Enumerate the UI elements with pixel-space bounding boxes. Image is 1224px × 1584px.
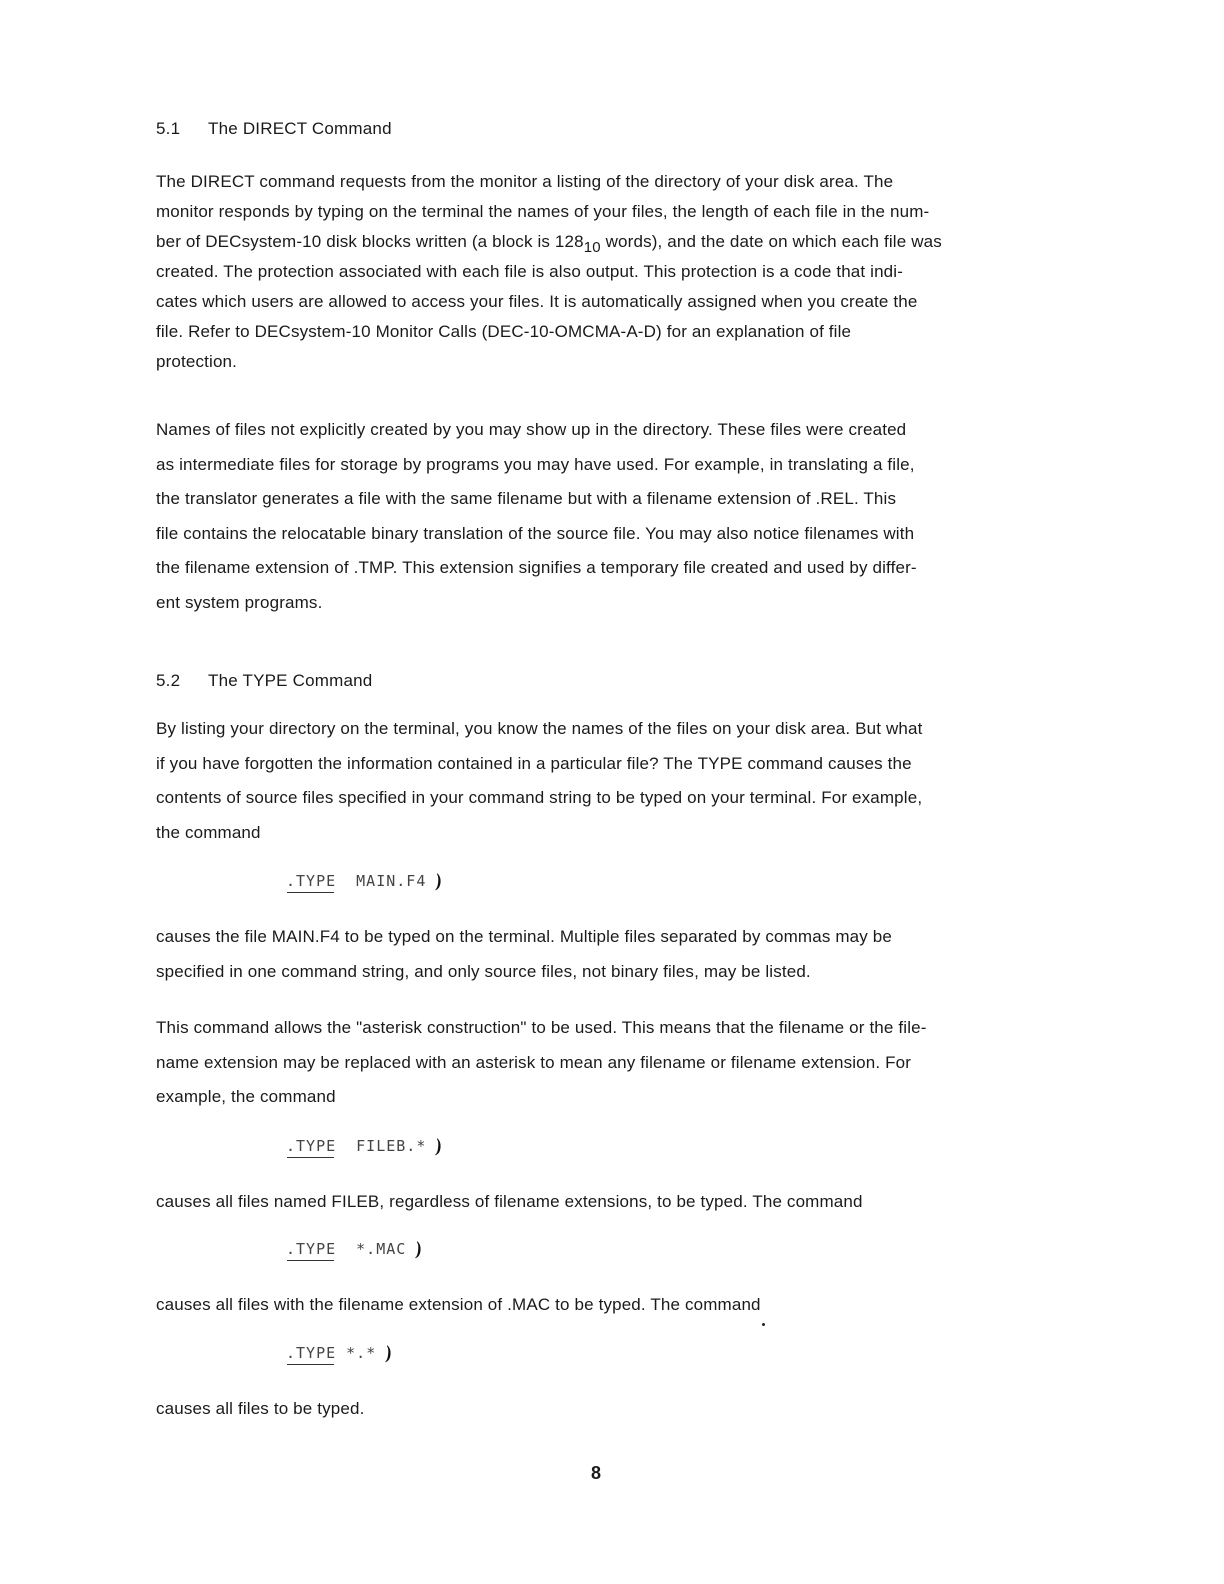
command-example-mac [286,1239,424,1261]
carriage-return-icon: ) [414,1238,424,1262]
command-example-main [286,871,444,893]
monitor-prompt [286,1240,336,1258]
command-example-all [286,1343,394,1365]
prompt-dot: . [286,1137,297,1155]
monitor-prompt [286,1344,336,1362]
command-verb: TYPE [296,872,337,890]
text-line-with-subscript [156,227,1056,257]
text-line: if you have forgotten the information contained in a particular file? The TYPE command causes the [156,753,912,773]
prompt-dot: . [286,1240,297,1258]
text-line: the filename extension of .TMP. This extension signifies a temporary file created and used by differ- [156,558,917,577]
text-line: name extension may be replaced with an asterisk to mean any filename or filename extension. For [156,1052,912,1072]
section-title: The TYPE Command [208,671,373,690]
text-line: causes all files with the filename extension of .MAC to be typed. The command [156,1295,761,1314]
section-title: The DIRECT Command [208,119,392,138]
text-line: monitor responds by typing on the terminal the names of your files, the length of each file in the num- [156,202,930,221]
section-heading-5-1 [156,119,392,139]
section-number: 5.2 [156,671,181,690]
carriage-return-icon: ) [434,870,444,894]
text-fragment: ber of DECsystem-10 disk blocks written (a block is 128 [156,232,584,251]
text-fragment: words), and the date on which each file was [600,232,942,251]
text-line: the translator generates a file with the same filename but with a filename extension of .REL. This [156,489,897,508]
text-line: causes all files to be typed. [156,1399,365,1418]
paragraph-type-main-result [156,920,1056,989]
text-line: contents of source files specified in your command string to be typed on your terminal. For example, [156,788,923,807]
prompt-dot: . [286,872,297,890]
command-argument: *.* [346,1344,377,1362]
text-line: specified in one command string, and only source files, not binary files, may be listed. [156,961,811,981]
carriage-return-icon: ) [434,1135,444,1159]
command-argument: MAIN.F4 [356,872,427,890]
prompt-dot: . [286,1344,297,1362]
paragraph-direct-intro [156,167,1056,377]
text-line: protection. [156,352,238,371]
command-verb: TYPE [296,1344,337,1362]
text-line: created. The protection associated with each file is also output. This protection is a code that indi- [156,262,904,281]
command-example-fileb [286,1136,444,1158]
carriage-return-icon: ) [384,1342,394,1366]
page-number: 8 [591,1463,602,1483]
paragraph-intermediate-files [156,413,1056,620]
text-line: By listing your directory on the terminal, you know the names of the files on your disk area. But what [156,719,923,738]
text-line: The DIRECT command requests from the monitor a listing of the directory of your disk area. The [156,172,894,191]
paragraph-asterisk-construction [156,1011,1056,1115]
text-line: ent system programs. [156,592,323,612]
command-argument: FILEB.* [356,1137,427,1155]
text-line: as intermediate files for storage by programs you may have used. For example, in translating a file, [156,454,915,474]
paragraph-mac-result [156,1288,1056,1323]
text-line: This command allows the "asterisk construction" to be used. This means that the filename or the file- [156,1018,927,1037]
text-line: Names of files not explicitly created by you may show up in the directory. These files were created [156,420,907,439]
text-line: file. Refer to DECsystem-10 Monitor Calls (DEC-10-OMCMA-A-D) for an explanation of file [156,322,852,341]
section-heading-5-2 [156,671,372,691]
radix-subscript: 10 [583,239,601,256]
text-line: example, the command [156,1087,336,1106]
monitor-prompt [286,872,336,890]
text-line: the command [156,822,261,842]
text-line: file contains the relocatable binary translation of the source file. You may also notice filenames with [156,523,915,543]
paragraph-fileb-result [156,1185,1056,1220]
command-verb: TYPE [296,1240,337,1258]
command-verb: TYPE [296,1137,337,1155]
paragraph-all-result [156,1392,1056,1427]
text-line: causes the file MAIN.F4 to be typed on the terminal. Multiple files separated by commas may be [156,927,892,946]
paragraph-type-intro [156,712,1056,850]
monitor-prompt [286,1137,336,1155]
text-line: causes all files named FILEB, regardless of filename extensions, to be typed. The command [156,1192,863,1211]
section-number: 5.1 [156,119,181,138]
command-argument: *.MAC [356,1240,407,1258]
scan-speck [762,1323,765,1326]
text-line: cates which users are allowed to access your files. It is automatically assigned when you create the [156,292,918,311]
